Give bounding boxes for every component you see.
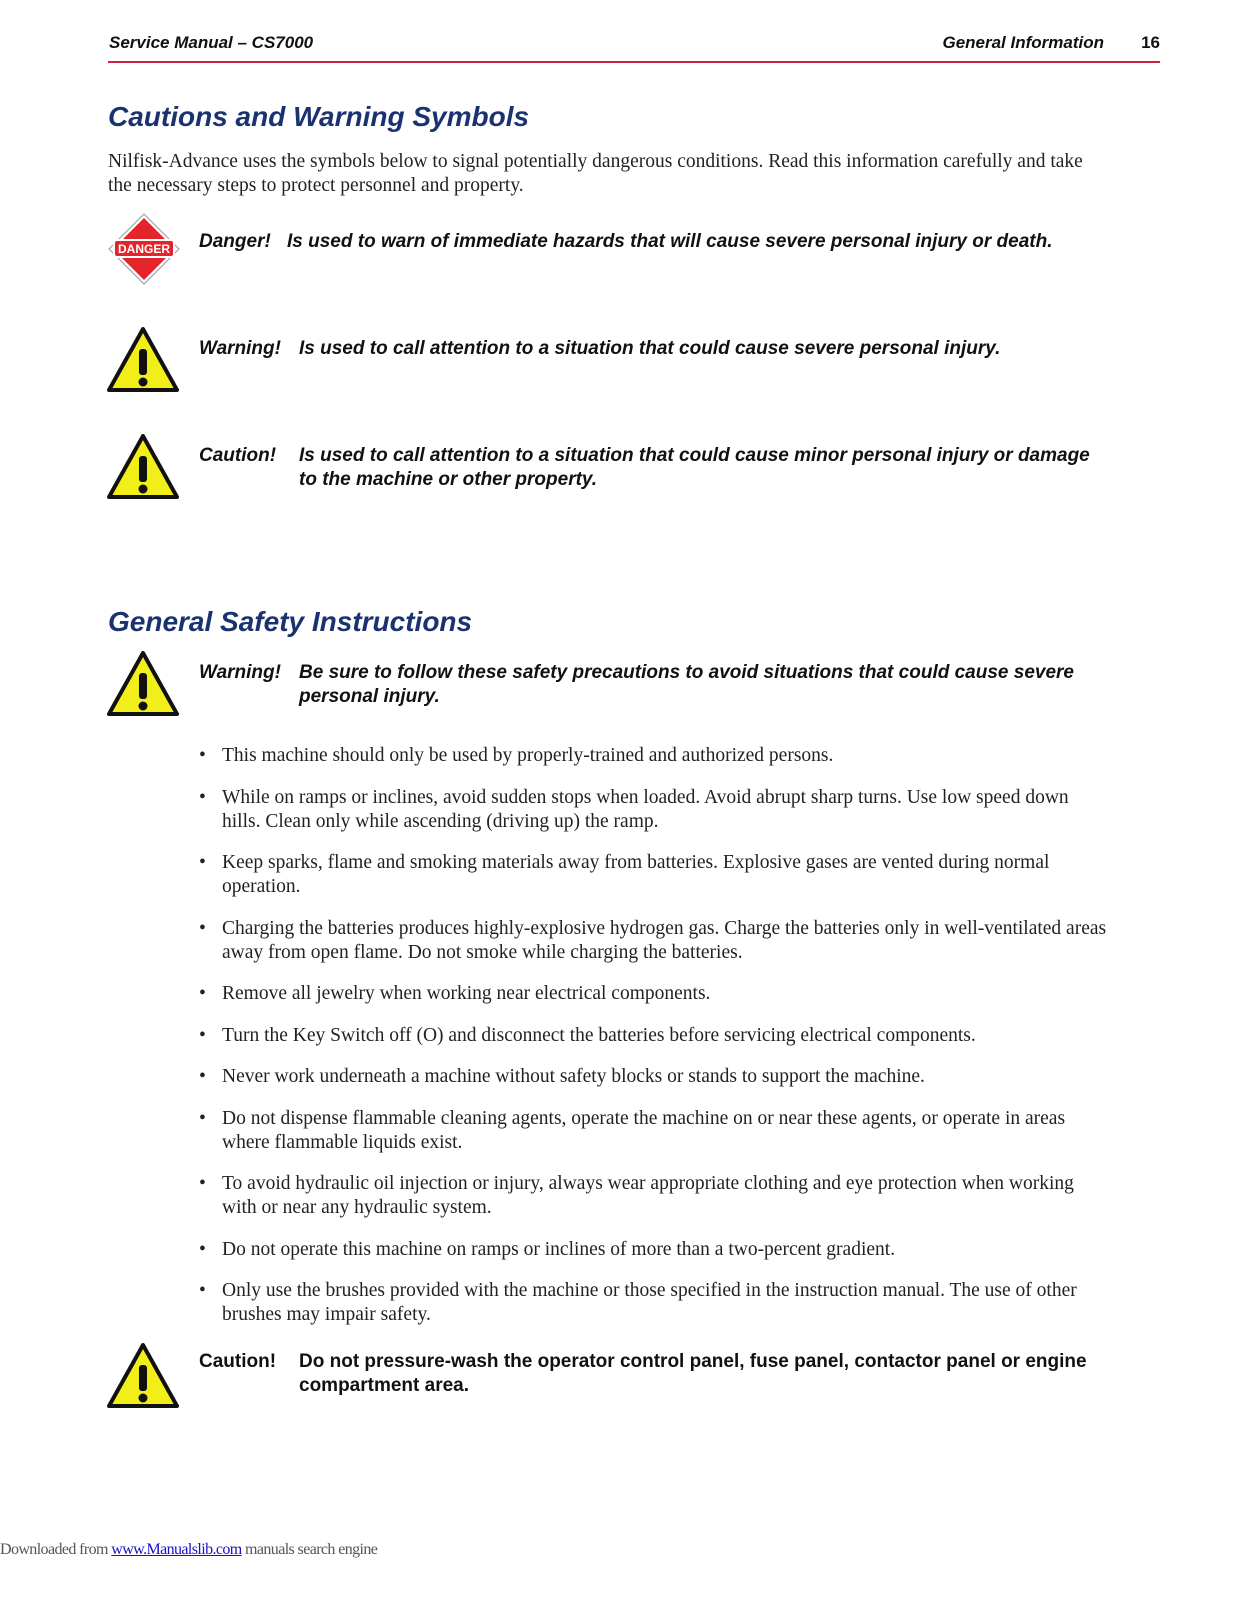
bullet-marker: • bbox=[199, 917, 206, 939]
safety-warning-label: Warning! bbox=[199, 662, 281, 683]
bullet-text: Turn the Key Switch off (O) and disconnect the batteries before servicing electrical components. bbox=[222, 1024, 976, 1046]
list-item bbox=[199, 1238, 1109, 1262]
manualslib-link[interactable]: www.Manualslib.com bbox=[111, 1541, 242, 1558]
safety-heading: General Safety Instructions bbox=[108, 606, 473, 637]
danger-icon-label: DANGER bbox=[117, 242, 171, 256]
bullet-marker: • bbox=[199, 1280, 206, 1301]
bullet-marker: • bbox=[199, 1066, 206, 1087]
caution-text: Is used to call attention to a situation that could cause minor personal injury or damage to the machine or other property. bbox=[299, 445, 1090, 490]
list-item bbox=[199, 1172, 1109, 1220]
bullet-text: Charging the batteries produces highly-explosive hydrogen gas. Charge the batteries only in well-ventilated areas away from open flame. Do not smoke while charging the batteries. bbox=[222, 917, 1107, 963]
bullet-text: Never work underneath a machine without safety blocks or stands to support the machine. bbox=[222, 1066, 925, 1087]
footer-prefix: Downloaded from bbox=[0, 1541, 112, 1558]
safety-caution-label: Caution! bbox=[199, 1351, 277, 1372]
warning-label: Warning! bbox=[199, 338, 281, 359]
bullet-text: Remove all jewelry when working near electrical components. bbox=[222, 983, 711, 1004]
cautions-heading: Cautions and Warning Symbols bbox=[108, 101, 530, 132]
danger-icon bbox=[107, 212, 181, 291]
bullet-marker: • bbox=[199, 1024, 206, 1046]
header-divider bbox=[108, 61, 1160, 63]
list-item bbox=[199, 851, 1109, 899]
list-item bbox=[199, 786, 1109, 834]
safety-warning-text: Be sure to follow these safety precautions to avoid situations that could cause severe personal injury. bbox=[299, 662, 1074, 707]
bullet-text: To avoid hydraulic oil injection or injury, always wear appropriate clothing and eye protection when working with or near any hydraulic system. bbox=[222, 1173, 1074, 1218]
download-footer bbox=[0, 1541, 377, 1559]
bullet-text: Keep sparks, flame and smoking materials away from batteries. Explosive gases are vented during normal operation. bbox=[222, 852, 1050, 897]
header-section-title: General Information bbox=[942, 33, 1104, 52]
safety-caution-icon bbox=[107, 1343, 179, 1414]
bullet-marker: • bbox=[199, 1173, 206, 1194]
safety-bullet-list bbox=[199, 744, 1109, 1345]
bullet-text: Do not dispense flammable cleaning agents, operate the machine on or near these agents, or operate in areas where flammable liquids exist. bbox=[222, 1107, 1066, 1153]
list-item bbox=[199, 744, 1109, 768]
list-item bbox=[199, 1279, 1109, 1327]
bullet-text: While on ramps or inclines, avoid sudden stops when loaded. Avoid abrupt sharp turns. Use low speed down hills. Clean only while ascending (driving up) the ramp. bbox=[222, 786, 1069, 832]
danger-text: Is used to warn of immediate hazards that will cause severe personal injury or death. bbox=[287, 231, 1053, 252]
bullet-text: This machine should only be used by properly-trained and authorized persons. bbox=[222, 745, 834, 766]
bullet-marker: • bbox=[199, 1238, 206, 1260]
bullet-marker: • bbox=[199, 1107, 206, 1129]
list-item bbox=[199, 1024, 1109, 1048]
bullet-marker: • bbox=[199, 745, 206, 766]
bullet-marker: • bbox=[199, 983, 206, 1004]
header-page-number: 16 bbox=[1141, 33, 1160, 52]
list-item bbox=[199, 1065, 1109, 1089]
bullet-text: Do not operate this machine on ramps or inclines of more than a two-percent gradient. bbox=[222, 1238, 896, 1260]
caution-label: Caution! bbox=[199, 445, 277, 466]
safety-caution-text: Do not pressure-wash the operator control panel, fuse panel, contactor panel or engine compartment area. bbox=[299, 1351, 1087, 1396]
warning-text: Is used to call attention to a situation that could cause severe personal injury. bbox=[299, 338, 1001, 359]
list-item bbox=[199, 917, 1109, 965]
list-item bbox=[199, 1107, 1109, 1155]
bullet-marker: • bbox=[199, 852, 206, 873]
list-item bbox=[199, 982, 1109, 1006]
header-manual-title: Service Manual – CS7000 bbox=[109, 33, 314, 52]
bullet-marker: • bbox=[199, 786, 206, 808]
caution-icon bbox=[107, 434, 179, 505]
danger-label: Danger! bbox=[199, 231, 271, 252]
warning-icon bbox=[107, 327, 179, 398]
safety-warning-icon bbox=[107, 651, 179, 722]
bullet-text: Only use the brushes provided with the machine or those specified in the instruction manual. The use of other brushes may impair safety. bbox=[222, 1280, 1077, 1325]
cautions-intro: Nilfisk-Advance uses the symbols below to signal potentially dangerous conditions. Read this information carefully and take the necessary steps to protect personnel and property. bbox=[108, 151, 1083, 196]
footer-suffix: manuals search engine bbox=[241, 1541, 378, 1558]
